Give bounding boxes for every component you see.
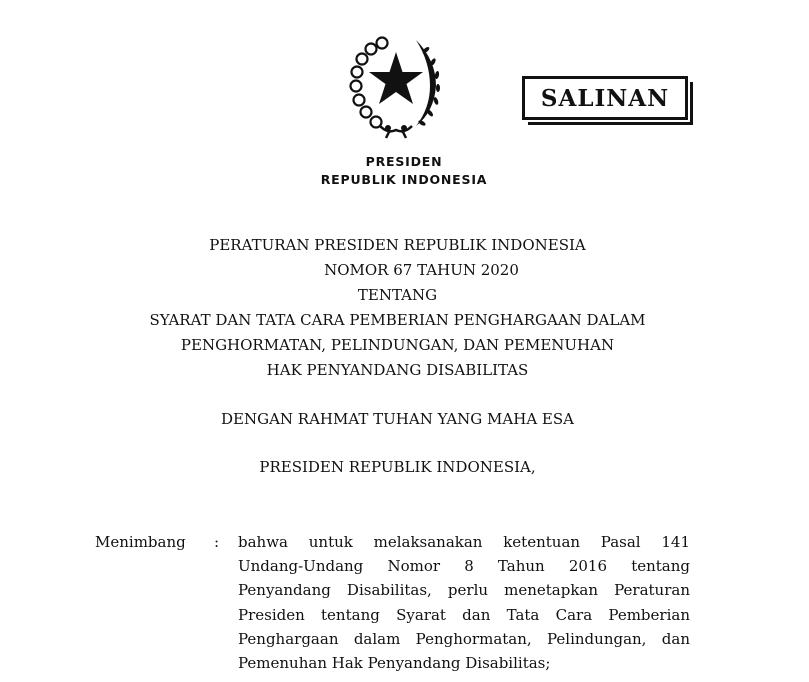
regulation-number: NOMOR 67 TAHUN 2020 — [324, 261, 519, 279]
considering-line: bahwa untuk melaksanakan ketentuan Pasal 141 — [238, 533, 690, 551]
considering-label: Menimbang — [95, 533, 186, 551]
regulation-title: PERATURAN PRESIDEN REPUBLIK INDONESIA — [209, 236, 586, 254]
considering-line: Pemenuhan Hak Penyandang Disabilitas; — [238, 654, 551, 673]
salinan-stamp — [522, 76, 688, 120]
invocation-line: DENGAN RAHMAT TUHAN YANG MAHA ESA — [221, 410, 574, 428]
regulation-subject-line-2: PENGHORMATAN, PELINDUNGAN, DAN PEMENUHAN — [180, 336, 615, 354]
office-title-republik: REPUBLIK INDONESIA — [320, 172, 488, 187]
considering-line: Penyandang Disabilitas, perlu menetapkan Peraturan — [238, 581, 690, 600]
issuer-line: PRESIDEN REPUBLIK INDONESIA, — [259, 458, 536, 476]
regulation-subject-line-1: SYARAT DAN TATA CARA PEMBERIAN PENGHARGAAN DALAM — [149, 311, 646, 329]
considering-paragraph — [238, 530, 690, 675]
considering-line: Penghargaan dalam Penghormatan, Pelindungan, dan — [238, 629, 690, 648]
regulation-subject-line-3: HAK PENYANDANG DISABILITAS — [266, 361, 529, 379]
considering-colon: : — [214, 533, 220, 551]
considering-line: Presiden tentang Syarat dan Tata Cara Pemberian — [238, 605, 690, 624]
garuda-star-emblem-icon — [346, 30, 446, 142]
regulation-tentang: TENTANG — [357, 286, 438, 304]
considering-line: Undang-Undang Nomor 8 Tahun 2016 tentang — [238, 557, 690, 576]
salinan-stamp-label: SALINAN — [540, 85, 670, 112]
office-title-presiden: PRESIDEN — [365, 154, 443, 169]
